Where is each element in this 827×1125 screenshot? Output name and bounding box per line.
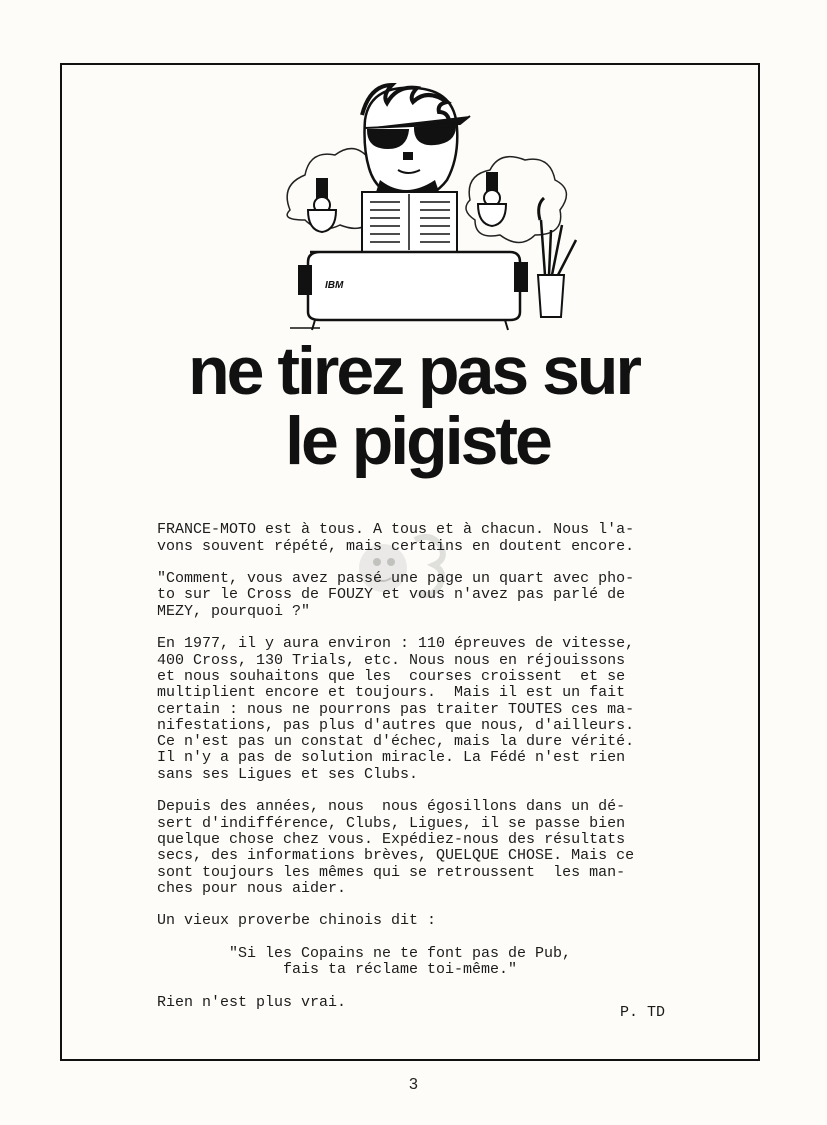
proverb-quote: "Si les Copains ne te font pas de Pub, fais ta réclame toi-même." [229, 945, 572, 979]
pencil-cup-icon [538, 198, 576, 317]
pistol-right-icon [478, 172, 506, 226]
paragraph-5: Un vieux proverbe chinois dit : [157, 912, 437, 930]
paragraph-4: Depuis des années, nous nous égosillons dans un dé- sert d'indifférence, Clubs, Ligues, il se passe bien quelque chose chez vous. Expédiez-nous des résultats secs, des informations brèves, QUELQUE CHOSE. Mais ce sont toujours les mêmes qui se retroussent les man- ches pour nous aider. [157, 798, 635, 897]
signature: P. TD [620, 1004, 666, 1021]
page-number: 3 [409, 1076, 418, 1093]
headline-line2: le pigiste [285, 403, 550, 479]
closing-line: Rien n'est plus vrai. [157, 993, 347, 1011]
paragraph-1: FRANCE-MOTO est à tous. A tous et à chacun. Nous l'a- vons souvent répété, mais certains en doutent encore. [157, 521, 635, 555]
typewriter-brand: IBM [325, 280, 344, 291]
pistol-left-icon [308, 178, 336, 232]
paragraph-3: En 1977, il y aura environ : 110 épreuves de vitesse, 400 Cross, 130 Trials, etc. Nous nous en réjouissons et nous souhaitons que les courses croissent et se multiplient encore et toujours. Mais il est un fait certain : nous ne pourrons pas traiter TOUTES ces ma- nifestations, pas plus d'autres que nous, d'ailleurs. Ce n'est pas un constat d'échec, mais la dure vérité. Il n'y a pas de solution miracle. La Fédé n'est rien sans ses Ligues et ses Clubs. [157, 635, 635, 783]
smoke-cloud-right [466, 157, 566, 243]
article-body [157, 506, 697, 1028]
headline-line1: ne tirez pas sur [188, 333, 639, 409]
paragraph-2: "Comment, vous avez passé une page un quart avec pho- to sur le Cross de FOUZY et vous n'avez pas parlé de MEZY, pourquoi ?" [157, 570, 635, 620]
cartoon-illustration [270, 80, 590, 340]
headline [0, 333, 827, 479]
mustache [403, 152, 413, 160]
